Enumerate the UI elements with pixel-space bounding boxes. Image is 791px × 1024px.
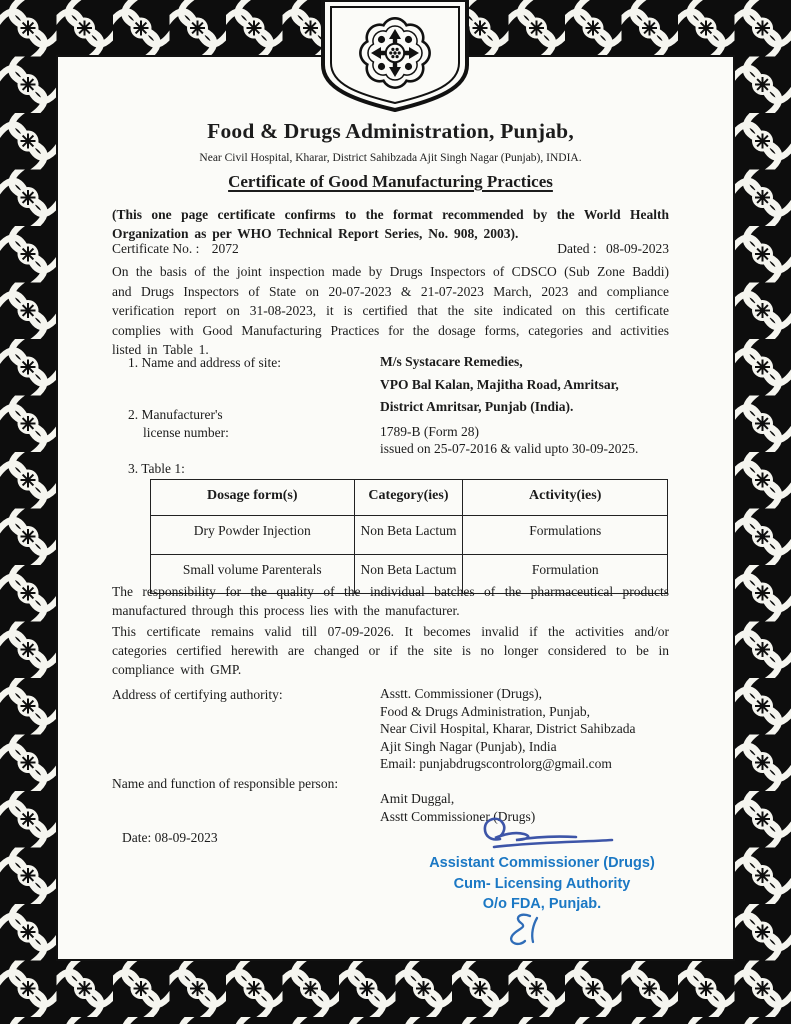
responsibility-paragraph: The responsibility for the quality of the individual batches of the pharmaceutical products manufactured through this process lies with the manufacturer. xyxy=(112,584,669,619)
dated xyxy=(557,239,669,258)
authority-line: Near Civil Hospital, Kharar, District Sahibzada xyxy=(380,721,636,737)
site-line: VPO Bal Kalan, Majitha Road, Amritsar, xyxy=(380,376,619,392)
site-address xyxy=(380,351,619,419)
authority-line: Email: punjabdrugscontrolorg@gmail.com xyxy=(380,756,612,772)
site-line: District Amritsar, Punjab (India). xyxy=(380,399,574,414)
cell-category: Non Beta Lactum xyxy=(354,515,463,554)
authority-address xyxy=(380,685,669,773)
authority-line: Food & Drugs Administration, Punjab, xyxy=(380,703,591,719)
org-address: Near Civil Hospital, Kharar, District Sahibzada Ajit Singh Nagar (Punjab), INDIA. xyxy=(199,151,582,164)
col-activity: Activity(ies) xyxy=(463,480,668,516)
dated-value: 08-09-2023 xyxy=(606,241,669,256)
certificate-number xyxy=(112,239,239,258)
col-category: Category(ies) xyxy=(354,480,463,516)
responsible-person-line: Amit Duggal, xyxy=(380,791,455,806)
stamp-line: Assistant Commissioner (Drugs) xyxy=(429,855,655,871)
cell-activity: Formulations xyxy=(463,515,668,554)
certificate-content xyxy=(112,112,669,972)
stamp-line: Cum- Licensing Authority xyxy=(453,875,631,892)
site-line: M/s Systacare Remedies, xyxy=(380,354,523,369)
date: Date: 08-09-2023 xyxy=(122,830,218,845)
item2-label-line1: 2. Manufacturer's xyxy=(128,407,223,422)
cell-dosage: Dry Powder Injection xyxy=(151,515,355,554)
col-dosage-form: Dosage form(s) xyxy=(151,480,355,516)
initials-icon xyxy=(502,910,554,952)
table-1 xyxy=(150,479,668,594)
signature-icon xyxy=(464,812,679,856)
cell-category: Non Beta Lactum xyxy=(354,555,463,594)
inspection-paragraph: On the basis of the joint inspection made by Drugs Inspectors of CDSCO (Sub Zone Baddi) and Drugs Inspectors of State on 20-07-2023 & 21-07-2023 March, 2023 and compliance verification report on 31-08-2023, it is certified that the site indicated on this certificate complies with Good Manufacturing Practices for the dosage forms, categories and activities listed in Table 1. xyxy=(112,264,669,358)
authority-label: Address of certifying authority: xyxy=(112,687,283,702)
authority-line: Asstt. Commissioner (Drugs), xyxy=(380,686,542,701)
letterhead xyxy=(112,116,669,166)
cell-dosage: Small volume Parenterals xyxy=(151,555,355,594)
org-name: Food & Drugs Administration, Punjab, xyxy=(207,119,574,143)
authority-stamp xyxy=(399,853,685,915)
license-number xyxy=(380,423,638,457)
table-row xyxy=(151,515,668,554)
cell-activity: Formulation xyxy=(463,555,668,594)
responsible-person-line: Asstt Commissioner (Drugs) xyxy=(380,808,536,824)
responsible-person-label: Name and function of responsible person: xyxy=(112,776,339,791)
license-line: 1789-B (Form 28) xyxy=(380,424,479,439)
table-header-row xyxy=(151,480,668,516)
numbered-items xyxy=(112,353,669,479)
who-format-note: (This one page certificate confirms to the format recommended by the World Health Organization as per WHO Technical Report Series, No. 908, 2003). xyxy=(112,207,669,242)
emblem-icon xyxy=(323,0,467,110)
item2-label-line2: license number: xyxy=(143,425,229,440)
certificate-number-label: Certificate No. : xyxy=(112,241,200,256)
certificate-title: Certificate of Good Manufacturing Practices xyxy=(228,172,553,191)
authority-line: Ajit Singh Nagar (Punjab), India xyxy=(380,738,557,754)
certificate-number-value: 2072 xyxy=(211,241,239,256)
validity-paragraph: This certificate remains valid till 07-09-2026. It becomes invalid if the activities and/or categories certified herewith are changed or if the site is no longer considered to be in compliance with GMP. xyxy=(112,624,669,678)
item1-label: 1. Name and address of site: xyxy=(128,355,281,370)
license-line: issued on 25-07-2016 & valid upto 30-09-2025. xyxy=(380,441,639,456)
certificate-meta-row xyxy=(112,239,669,258)
stamp-line: O/o FDA, Punjab. xyxy=(482,896,602,912)
item3-label: 3. Table 1: xyxy=(128,461,185,476)
dated-label: Dated : xyxy=(557,241,597,256)
